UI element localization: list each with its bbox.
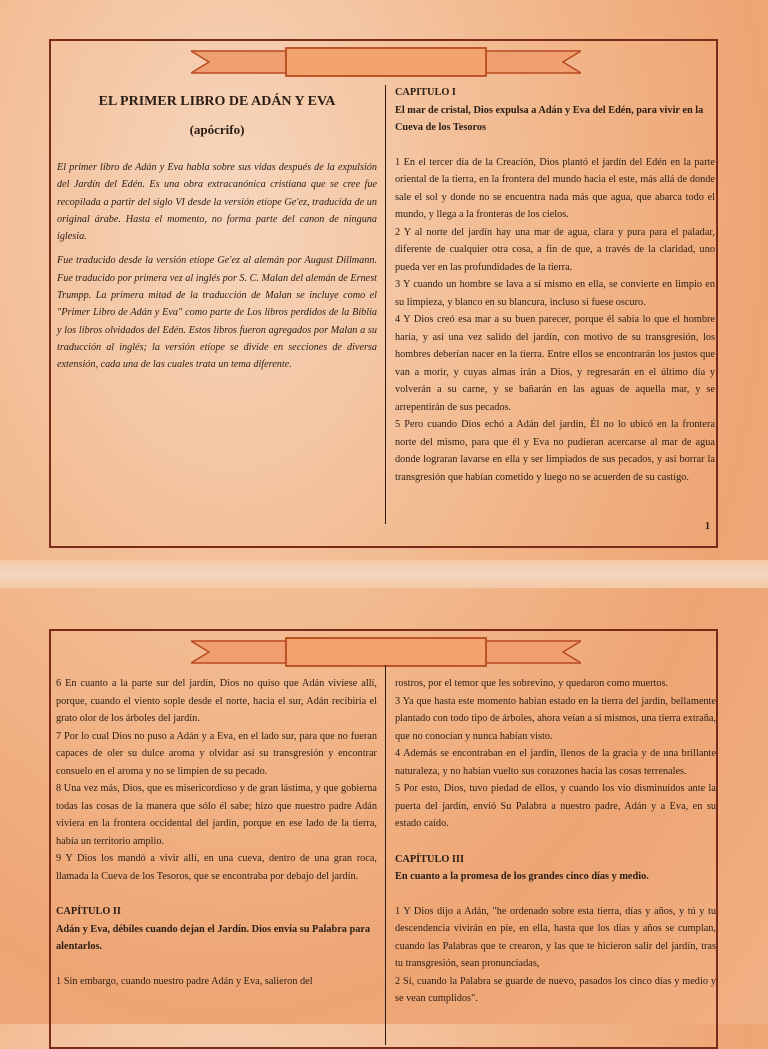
column-divider: [385, 85, 386, 524]
column-divider: [385, 665, 386, 1045]
verse: 3 Y cuando un hombre se lava a sí mismo en ella, se convierte en limpio en su limpieza, y blanco en su blancura, incluso si fuese oscuro.: [395, 279, 715, 308]
ribbon-ornament: [191, 47, 581, 77]
chapter-heading: CAPÍTULO III: [395, 853, 464, 865]
ribbon-ornament: [191, 637, 581, 667]
book-title: EL PRIMER LIBRO DE ADÁN Y EVA: [98, 94, 336, 109]
verse: 6 En cuanto a la parte sur del jardín, Dios no quiso que Adán viviese allí, porque, cuando el viento sople desde el norte, hacia el sur, Adán recibiría el grato olor de los árboles del jardín.: [56, 678, 377, 724]
verse: 2 Sí, cuando la Palabra se guarde de nuevo, pasados los cinco días y medio y se vean cumplidos".: [395, 975, 716, 1004]
chapter-title: El mar de cristal, Dios expulsa a Adán y Eva del Edén, para vivir en la Cueva de los Tesoros: [395, 104, 704, 133]
chapter-heading: CAPÍTULO II: [56, 906, 121, 917]
document-page-1: [49, 39, 718, 548]
chapter-heading: CAPITULO I: [395, 87, 456, 98]
page-gap: [0, 560, 768, 588]
verse: 7 Por lo cual Dios no puso a Adán y a Eva, en el lado sur, para que no fueran capaces de oler su dulce aroma y olvidar así su transgresión y encontrar consuelo en el aroma y no se limpien de su pecado.: [56, 730, 377, 777]
verse: rostros, por el temor que les sobrevino, y quedaron como muertos.: [395, 678, 669, 689]
verse: 2 Y al norte del jardín hay una mar de agua, clara y pura para el paladar, diferente de cualquier otra cosa, a fin de que, a través de la claridad, uno pueda ver en las profundidades de la tierra.: [395, 226, 715, 273]
verse: 9 Y Dios los mandó a vivir allí, en una cueva, dentro de una gran roca, llamada la Cueva de los Tesoros, que se encontraba por debajo del jardín.: [56, 853, 377, 882]
verse: 1 En el tercer día de la Creación, Dios plantó el jardín del Edén en la parte oriental de la tierra, en la frontera del mundo hacia el este, más allá de donde sale el sol y donde no se encuentra nada más que agua, que abarca todo el mundo, y llega a la fronteras de los cielos.: [395, 156, 715, 220]
verse: 4 Y Dios creó esa mar a su buen parecer, porque él sabía lo que el hombre haría, y así una vez salido del jardín, con motivo de su transgresión, los hombres deberían nacer en la tierra. Entre ellos se encontrarán los justos que van a morir, y cuyas almas irán a Dios, y regresarán en el último día y volverán a su carne, y se bañarán en las aguas de aquella mar, y se arrepentirán de sus pecados.: [395, 314, 715, 413]
verse: 8 Una vez más, Dios, que es misericordioso y de gran lástima, y que gobierna todas las cosas de la manera que sólo él sabe; hizo que nuestro padre Adán viviera en la frontera occidental del jardín, porque en ese lado de la tierra, había un territorio amplio.: [56, 783, 377, 847]
document-page-2: [49, 629, 718, 1049]
verse: 4 Además se encontraban en el jardín, llenos de la gracia y de una brillante naturaleza, y no habían vuelto sus corazones hacia las cosas terrenales.: [395, 748, 716, 777]
book-subtitle: (apócrifo): [189, 121, 245, 137]
verse: 1 Y Dios dijo a Adán, "he ordenado sobre esta tierra, días y años, y tú y tu descendencia vivirán en pie, en ella, hasta que los días y años se cumplan, cuando las Palabras que te crearon, y las que te hicieron salir del jardín, tras tu transgresión, sean pronunciadas,: [395, 905, 716, 969]
page-number: 1: [705, 521, 710, 532]
verse: 5 Por esto, Dios, tuvo piedad de ellos, y cuando los vio disminuidos ante la puerta del jardín, envió Su Palabra a nuestro padre, Adán y a Eva, en su estado caído.: [395, 783, 716, 829]
verse: 3 Ya que hasta este momento habían estado en la tierra del jardín, bellamente plantado con todo tipo de árboles, ahora veían a sí mismos, una tierra extraña, que no conocían y nunca habían visto.: [395, 695, 716, 742]
verse: 5 Pero cuando Dios echó a Adán del jardín, Él no lo ubicó en la frontera norte del mismo, para que él y Eva no pudieran acercarse al mar de agua donde lograran lavarse en ella y ser limpiados de sus pecados, y así borrar la transgresión que habían cometido y luego no se acuerden de su castigo.: [395, 419, 715, 483]
chapter-title: Adán y Eva, débiles cuando dejan el Jardín. Dios envía su Palabra para alentarlos.: [56, 923, 371, 952]
intro-paragraph: El primer libro de Adán y Eva habla sobre sus vidas después de la expulsión del Jardín del Edén. Es una obra extracanónica cristiana que se cree fue recopilada a partir del siglo VI desde la versión etíope Ge'ez, traducida de un original árabe. Hasta el momento, no forma parte del canon de ninguna iglesia.: [57, 162, 377, 243]
chapter-title: En cuanto a la promesa de los grandes cinco días y medio.: [395, 871, 649, 882]
verse: 1 Sin embargo, cuando nuestro padre Adán y Eva, salieron del: [56, 975, 313, 987]
intro-paragraph: Fue traducido desde la versión etíope Ge'ez al alemán por August Dillmann. Fue traducido por primera vez al inglés por S. C. Malan del alemán de Ernest Trumpp. La primera mitad de la traducción de Malan se incluye como el "Primer Libro de Adán y Eva" como parte de Los libros perdidos de la Biblia y los libros olvidados del Edén. Estos libros fueron agregados por Malan a su traducción al inglés; la versión etíope se divide en secciones de diversa extensión, cada una de las cuales trata un tema diferente.: [57, 255, 377, 371]
